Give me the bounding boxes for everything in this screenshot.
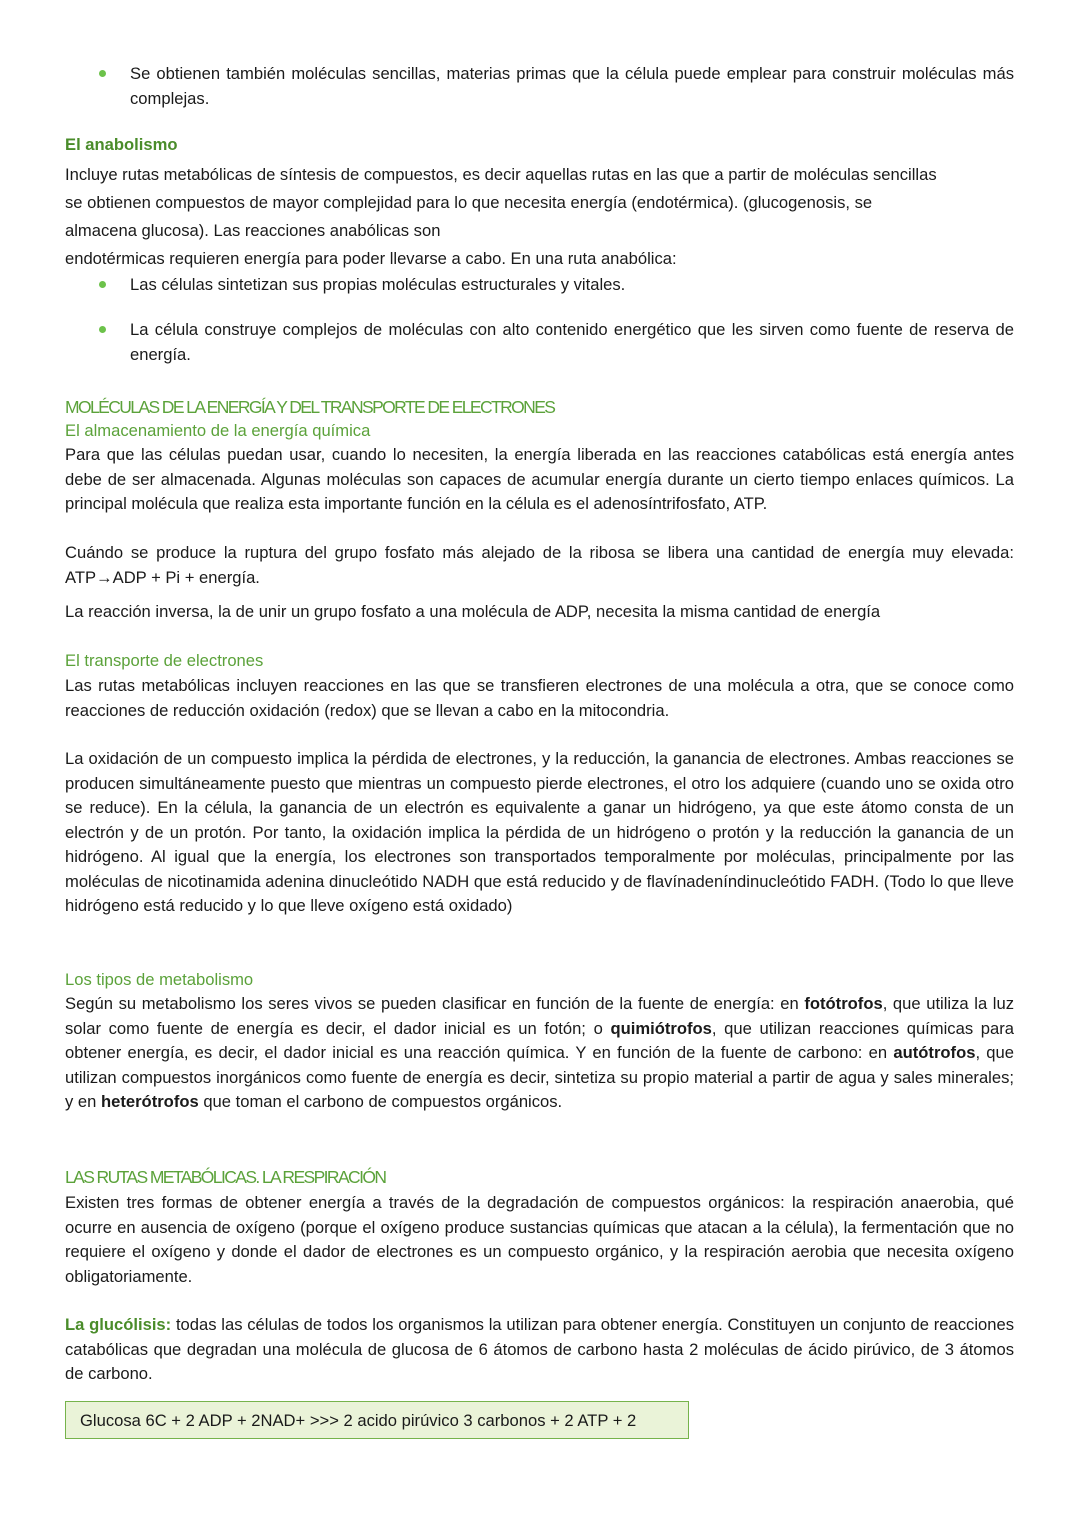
paragraph-tipos (65, 992, 1014, 1115)
bullet-dot (99, 70, 106, 77)
term-fototrofos: fotótrofos (804, 994, 883, 1013)
bullet-dot (99, 326, 106, 333)
bullet-dot (99, 281, 106, 288)
paragraph-ruptura: Cuándo se produce la ruptura del grupo fosfato más alejado de la ribosa se libera una cantidad de energía muy elevada: ATP→ADP + Pi + energía. (65, 543, 1014, 587)
bullet-item: Las células sintetizan sus propias moléculas estructurales y vitales. (130, 275, 626, 294)
text-run: , que utilizan compuestos inorgánicos como fuente de energía es decir, sintetiza su propio material a partir de agua y sales minerales; y en (65, 1043, 1014, 1111)
paragraph-oxidacion: La oxidación de un compuesto implica la pérdida de electrones, y la reducción, la ganancia de electrones. Ambas reacciones se producen simultáneamente puesto que mientras un compuesto pierde electrones, el otro los adquiere (cuando uno se oxida otro se reduce). En la célula, la ganancia de un electrón es equivalente a ganar un hidrógeno, ya que este átomo consta de un electrón y de un protón. Por tanto, la oxidación implica la pérdida de un hidrógeno o protón y la reducción la ganancia de un hidrógeno. Al igual que la energía, los electrones son transportados temporalmente por moléculas, principalmente por las moléculas de nicotinamida adenina dinucleótido NADH que está reducido y de flavínadeníndinucleótido FADH. (Todo lo que lleve hidrógeno está reducido y lo que lleve oxígeno está oxidado) (65, 749, 1014, 915)
section-heading-rutas: LAS RUTAS METABÓLICAS. LA RESPIRACIÓN (65, 1167, 386, 1187)
text-run: todas las células de todos los organismos la utilizan para obtener energía. Constituyen un conjunto de reacciones catabólicas que degradan una molécula de glucosa de 6 átomos de carbono hasta 2 moléculas de ácido pirúvico, de 3 átomos de carbono. (65, 1315, 1014, 1383)
glucolisis-label: La glucólisis: (65, 1315, 172, 1334)
equation-text: Glucosa 6C + 2 ADP + 2NAD+ >>> 2 acido pirúvico 3 carbonos + 2 ATP + 2 (80, 1411, 637, 1430)
anabolismo-line: se obtienen compuestos de mayor complejidad para lo que necesita energía (endotérmica). (glucogenosis, se (65, 193, 873, 212)
paragraph-rutas: Existen tres formas de obtener energía a través de la degradación de compuestos orgánicos: la respiración anaerobia, qué ocurre en ausencia de oxígeno (porque el oxígeno produce sustancias químicas que atacan a la célula), la fermentación que no requiere el oxígeno y donde el dador de electrones es un compuesto orgánico, y la respiración aerobia que necesita oxígeno obligatoriamente. (65, 1193, 1014, 1286)
bullet-item: Se obtienen también moléculas sencillas, materias primas que la célula puede emplear para construir moléculas más complejas. (130, 64, 1014, 108)
paragraph-almacenamiento: Para que las células puedan usar, cuando lo necesiten, la energía liberada en las reacciones catabólicas está energía antes debe de ser almacenada. Algunas moléculas son capaces de acumular energía durante un cierto tiempo enlaces químicos. La principal molécula que realiza esta importante función en la célula es el adenosíntrifosfato, ATP. (65, 445, 1014, 513)
paragraph-glucolisis (65, 1313, 1014, 1387)
text-run: , que utiliza la luz solar como fuente de energía es decir, el dador inicial es un fotón; o (65, 994, 1014, 1038)
text-run: que toman el carbono de compuestos orgánicos. (198, 1092, 563, 1111)
section-heading-anabolismo: El anabolismo (65, 135, 178, 154)
paragraph-transporte: Las rutas metabólicas incluyen reacciones en las que se transfieren electrones de una molécula a otra, que se conoce como reacciones de reducción oxidación (redox) que se llevan a cabo en la mitocondria. (65, 676, 1014, 720)
term-autotrofos: autótrofos (893, 1043, 976, 1062)
section-heading-moleculas: MOLÉCULAS DE LA ENERGÍA Y DEL TRANSPORTE DE ELECTRONES (65, 397, 555, 417)
term-quimiotrofos: quimiótrofos (610, 1018, 712, 1038)
anabolismo-line: Incluye rutas metabólicas de síntesis de compuestos, es decir aquellas rutas en las que a partir de moléculas sencillas (65, 165, 937, 184)
paragraph-reaccion-inversa: La reacción inversa, la de unir un grupo fosfato a una molécula de ADP, necesita la misma cantidad de energía (65, 602, 881, 621)
subheading-transporte: El transporte de electrones (65, 651, 264, 670)
text-run: Según su metabolismo los seres vivos se pueden clasificar en función de la fuente de energía: en (65, 994, 805, 1013)
equation-box (65, 1401, 689, 1439)
bullet-item: La célula construye complejos de moléculas con alto contenido energético que les sirven como fuente de reserva de energía. (130, 320, 1014, 364)
anabolismo-paragraph (65, 161, 1014, 273)
anabolismo-line: almacena glucosa). Las reacciones anabólicas son (65, 221, 441, 240)
anabolismo-line: endotérmicas requieren energía para poder llevarse a cabo. En una ruta anabólica: (65, 249, 677, 268)
subheading-almacenamiento: El almacenamiento de la energía química (65, 421, 371, 440)
subheading-tipos: Los tipos de metabolismo (65, 970, 254, 989)
term-heterotrofos: heterótrofos (100, 1092, 199, 1111)
text-run: , que utilizan reacciones químicas para obtener energía, es decir, el dador inicial es una reacción química. Y en función de la fuente de carbono: en (65, 1018, 1014, 1062)
